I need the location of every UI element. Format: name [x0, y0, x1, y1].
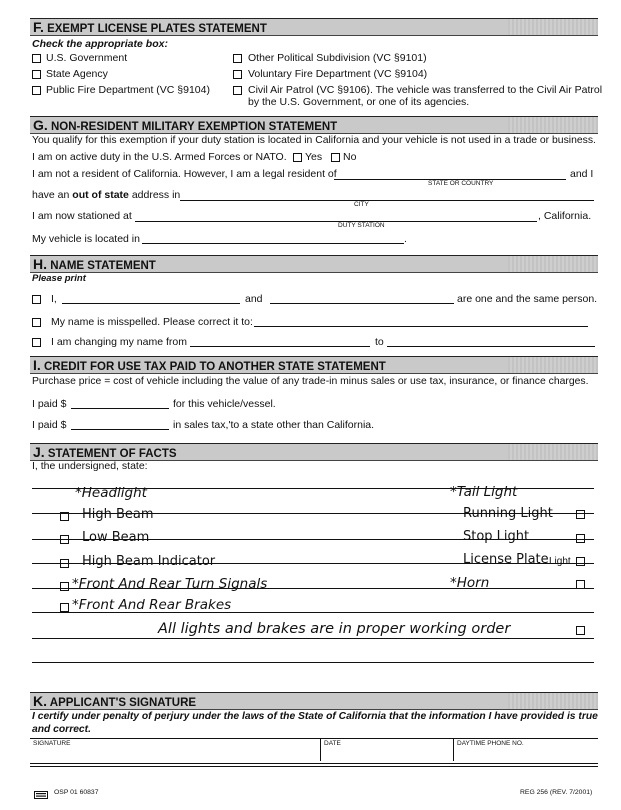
osp-logo-icon: [34, 790, 48, 798]
option-label: Other Political Subdivision (VC §9101): [248, 52, 427, 64]
vehicle-located-text: My vehicle is located in: [32, 233, 140, 245]
paid-tax-suffix: in sales tax,'to a state other than California.: [173, 419, 375, 431]
checkbox-summary[interactable]: [576, 626, 585, 635]
checkbox-state-agency[interactable]: [32, 70, 41, 79]
checkbox-brakes[interactable]: [60, 603, 69, 612]
checkbox-other-political-subdivision[interactable]: [233, 54, 242, 63]
state-or-country-label: STATE OR COUNTRY: [428, 180, 494, 187]
paid-vehicle-prefix: I paid $: [32, 398, 67, 410]
section-f-header: [30, 18, 598, 36]
signature-label: SIGNATURE: [33, 740, 71, 747]
handwritten-stop-light: Stop Light: [463, 529, 530, 544]
checkbox-us-government[interactable]: [32, 54, 41, 63]
vehicle-location-field[interactable]: [142, 243, 404, 244]
text-address-in: address in: [131, 189, 181, 201]
checkbox-public-fire-department[interactable]: [32, 86, 41, 95]
legal-resident-text: I am not a resident of California. However, I am a legal resident of: [32, 168, 337, 180]
section-k-title: APPLICANT'S SIGNATURE: [49, 697, 197, 709]
new-name-field[interactable]: [387, 346, 595, 347]
section-k-header: [30, 692, 598, 710]
section-k-letter: K.: [33, 693, 47, 709]
period: .: [404, 233, 407, 245]
checkbox-high-beam-indicator[interactable]: [60, 559, 69, 568]
handwritten-tail-light: *Tail Light: [450, 484, 518, 500]
date-label: DATE: [324, 740, 341, 747]
paid-tax-prefix: I paid $: [32, 419, 67, 431]
name-one-field[interactable]: [62, 303, 240, 304]
stationed-at-text: I am now stationed at: [32, 210, 132, 222]
section-f-letter: F.: [33, 19, 44, 35]
purchase-price-definition: Purchase price = cost of vehicle including the value of any trade-in minus sales or use tax, insurance, or finance charges.: [32, 376, 589, 387]
section-j-header: [30, 443, 598, 461]
checkbox-license-plate-light[interactable]: [576, 557, 585, 566]
section-g-letter: G.: [33, 117, 48, 133]
facts-line: [32, 662, 594, 663]
checkbox-civil-air-patrol[interactable]: [233, 86, 242, 95]
checkbox-same-person[interactable]: [32, 295, 41, 304]
changing-name-text: I am changing my name from: [51, 336, 187, 348]
yes-label: Yes: [305, 151, 323, 163]
signature-bottom-rule: [30, 763, 598, 764]
military-exemption-qualifier: You qualify for this exemption if your duty station is located in California and your vehicle is not used in a trade or business.: [32, 135, 596, 146]
date-field[interactable]: [320, 739, 453, 761]
handwritten-summary: All lights and brakes are in proper working order: [158, 621, 511, 637]
handwritten-turn-signals: *Front And Rear Turn Signals: [72, 576, 268, 592]
section-f-instruction: Check the appropriate box:: [32, 38, 168, 50]
section-i-title: CREDIT FOR USE TAX PAID TO ANOTHER STATE STATEMENT: [43, 361, 386, 373]
section-g-header: [30, 116, 598, 134]
former-name-field[interactable]: [190, 346, 370, 347]
signature-row: [30, 738, 598, 760]
no-label: No: [343, 151, 357, 163]
section-i-header: [30, 356, 598, 374]
name-misspelled-text: My name is misspelled. Please correct it to:: [51, 316, 253, 328]
paid-vehicle-suffix: for this vehicle/vessel.: [173, 398, 276, 410]
handwritten-brakes: *Front And Rear Brakes: [72, 597, 232, 613]
checkbox-changing-name[interactable]: [32, 338, 41, 347]
section-j-letter: J.: [33, 444, 45, 460]
checkbox-name-misspelled[interactable]: [32, 318, 41, 327]
duty-station-field[interactable]: [135, 221, 537, 222]
handwritten-license-plate-suffix: Light: [549, 556, 571, 567]
checkbox-running-light[interactable]: [576, 510, 585, 519]
handwritten-license-plate: License Plate: [463, 552, 549, 567]
please-print-instruction: Please print: [32, 273, 86, 284]
out-of-state-city-field[interactable]: [180, 200, 594, 201]
corrected-name-field[interactable]: [254, 326, 588, 327]
phone-label: DAYTIME PHONE NO.: [457, 740, 524, 747]
option-label: State Agency: [46, 68, 108, 80]
handwritten-running-light: Running Light: [463, 506, 553, 521]
city-label: CITY: [354, 201, 369, 208]
option-label: Public Fire Department (VC §9104): [46, 84, 210, 96]
daytime-phone-field[interactable]: [453, 739, 598, 761]
checkbox-low-beam[interactable]: [60, 535, 69, 544]
section-j-title: STATEMENT OF FACTS: [47, 448, 177, 460]
legal-resident-text-end: and I: [570, 168, 594, 180]
name-two-field[interactable]: [270, 303, 454, 304]
certify-statement-end: and correct.: [32, 724, 91, 735]
stationed-california-text: , California.: [538, 210, 592, 222]
handwritten-high-beam-indicator: High Beam Indicator: [82, 554, 216, 569]
out-of-state-text: [32, 189, 180, 201]
same-person-text: are one and the same person.: [457, 293, 598, 305]
duty-station-label: DUTY STATION: [338, 222, 385, 229]
changing-name-to: to: [375, 336, 384, 348]
handwritten-horn: *Horn: [450, 575, 490, 591]
footer-osp-code: OSP 01 60837: [54, 789, 99, 796]
checkbox-voluntary-fire-department[interactable]: [233, 70, 242, 79]
same-person-and: and: [245, 293, 263, 305]
option-label: U.S. Government: [46, 52, 128, 64]
section-h-letter: H.: [33, 256, 47, 272]
text-out-of-state: out of state: [72, 189, 129, 201]
vehicle-price-field[interactable]: [71, 408, 169, 409]
handwritten-low-beam: Low Beam: [82, 530, 150, 545]
option-label-continued: by the U.S. Government, or one of its agencies.: [248, 96, 470, 108]
facts-line: [32, 638, 594, 639]
active-duty-question: I am on active duty in the U.S. Armed Forces or NATO.: [32, 151, 287, 163]
checkbox-horn[interactable]: [576, 580, 585, 589]
checkbox-stop-light[interactable]: [576, 534, 585, 543]
same-person-i: I,: [51, 293, 57, 305]
option-label: Civil Air Patrol (VC §9106). The vehicle was transferred to the Civil Air Patrol: [248, 84, 603, 96]
signature-bottom-rule-double: [30, 766, 598, 767]
footer-form-id: REG 256 (REV. 7/2001): [520, 789, 593, 796]
handwritten-high-beam: High Beam: [82, 507, 154, 522]
certify-statement: I certify under penalty of perjury under the laws of the State of California that the information I have provided is true: [32, 711, 598, 722]
section-h-title: NAME STATEMENT: [50, 260, 156, 272]
sales-tax-field[interactable]: [71, 429, 169, 430]
checkbox-active-duty-yes[interactable]: [293, 153, 302, 162]
checkbox-turn-signals[interactable]: [60, 582, 69, 591]
checkbox-active-duty-no[interactable]: [331, 153, 340, 162]
section-i-letter: I.: [33, 357, 41, 373]
text-have-an: have an: [32, 189, 70, 201]
option-label: Voluntary Fire Department (VC §9104): [248, 68, 428, 80]
handwritten-headlight: *Headlight: [75, 485, 147, 501]
section-g-title: NON-RESIDENT MILITARY EXEMPTION STATEMENT: [50, 121, 338, 133]
checkbox-high-beam[interactable]: [60, 512, 69, 521]
signature-field[interactable]: [30, 739, 320, 761]
section-h-header: [30, 255, 598, 273]
statement-of-facts-intro: I, the undersigned, state:: [32, 460, 148, 472]
section-f-title: EXEMPT LICENSE PLATES STATEMENT: [47, 23, 267, 35]
